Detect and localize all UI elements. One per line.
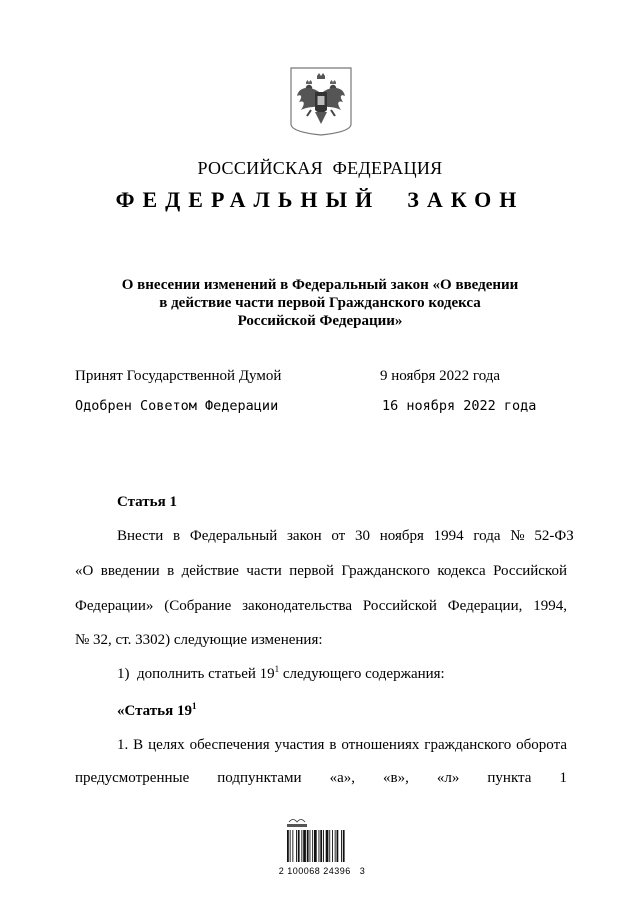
item-text: 1) дополнить статьей 19 [117,666,275,682]
barcode [283,816,369,864]
law-title-line: О внесении изменений в Федеральный закон «О введении [121,277,519,293]
document-type: ФЕДЕРАЛЬНЫЙ ЗАКОН [115,187,525,212]
paragraph-line [117,528,574,545]
coat-of-arms-icon [289,66,353,136]
word: предусмотренные [75,770,190,786]
barcode-number: 2 100068 24396 3 [278,866,366,876]
clause-continuation-line [75,770,567,787]
paragraph-text: Внести в Федеральный закон от 30 ноября 1994 года № 52-ФЗ [117,528,574,544]
council-date: 16 ноября 2022 года [382,398,537,414]
law-title-line: Российской Федерации» [237,313,403,329]
word: «а», [329,770,356,786]
country-name: РОССИЙСКАЯ ФЕДЕРАЦИЯ [197,158,443,178]
duma-label: Принят Государственной Думой [75,368,282,384]
item-text-end: следующего содержания: [279,666,445,682]
amendment-item [117,666,445,683]
paragraph-line: № 32, ст. 3302) следующие изменения: [75,632,323,648]
law-title-line: в действие части первой Гражданского кодекса [159,295,481,311]
council-label: Одобрен Советом Федерации [75,398,279,414]
item-superscript: 1 [274,664,280,674]
barcode-icon [283,816,369,864]
paragraph-line: Федерации» (Собрание законодательства Российской Федерации, 1994, [75,598,567,614]
word: 1 [559,770,567,786]
word: «л» [436,770,460,786]
paragraph-line: «О введении в действие части первой Гражданского кодекса Российской [75,563,567,579]
clause-line: 1. В целях обеспечения участия в отношениях гражданского оборота [117,737,567,753]
law-title [100,276,540,330]
word: подпунктами [217,770,302,786]
article-heading: Статья 1 [117,494,177,510]
new-article-superscript: 1 [191,701,197,711]
word: пункта [487,770,532,786]
new-article-heading [117,703,196,720]
duma-date: 9 ноября 2022 года [380,368,501,384]
word: «в», [383,770,409,786]
new-article-title: «Статья 19 [117,703,192,719]
